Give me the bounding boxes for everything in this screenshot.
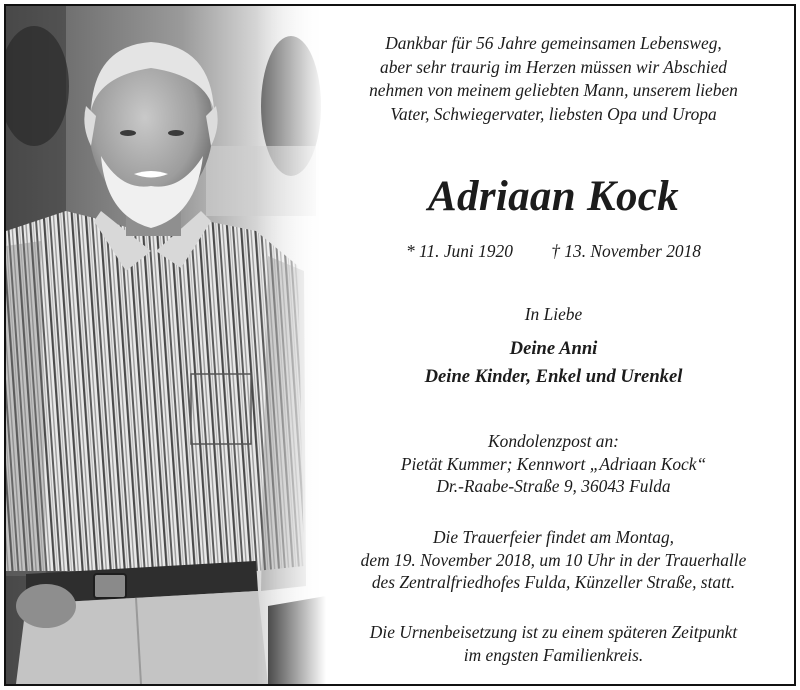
intro-line: Dankbar für 56 Jahre gemeinsamen Lebensweg, [385, 33, 722, 53]
life-dates [311, 241, 796, 262]
intro-text [311, 32, 796, 126]
mourner-line: Deine Anni [509, 338, 598, 359]
death-date: † 13. November 2018 [551, 241, 701, 261]
ceremony-line: dem 19. November 2018, um 10 Uhr in der Trauerhalle [360, 549, 747, 570]
condolence-line: Kondolenzpost an: [488, 431, 619, 451]
notice-text [311, 6, 796, 684]
condolence-line: Pietät Kummer; Kennwort „Adriaan Kock“ [400, 453, 707, 474]
urn-line: Die Urnenbeisetzung ist zu einem späteren Zeitpunkt [369, 622, 738, 642]
urn-burial-info [311, 621, 796, 666]
obituary-notice [4, 4, 796, 686]
condolence-address [311, 430, 796, 498]
intro-line: aber sehr traurig im Herzen müssen wir Abschied [380, 56, 727, 77]
urn-line: im engsten Familienkreis. [463, 644, 644, 665]
deceased-name: Adriaan Kock [428, 173, 679, 220]
mourners-list [311, 335, 796, 391]
mourner-line: Deine Kinder, Enkel und Urenkel [424, 366, 683, 387]
ceremony-line: des Zentralfriedhofes Fulda, Künzeller Straße, statt. [371, 572, 736, 593]
condolence-line: Dr.-Raabe-Straße 9, 36043 Fulda [436, 476, 671, 497]
ceremony-line: Die Trauerfeier findet am Montag, [432, 527, 675, 547]
funeral-ceremony-info [311, 526, 796, 594]
intro-line: nehmen von meinem geliebten Mann, unserem lieben [369, 80, 738, 101]
in-love-label: In Liebe [524, 304, 583, 324]
intro-line: Vater, Schwiegervater, liebsten Opa und Uropa [390, 103, 717, 124]
portrait-photo [6, 6, 326, 684]
birth-date: * 11. Juni 1920 [405, 241, 513, 261]
